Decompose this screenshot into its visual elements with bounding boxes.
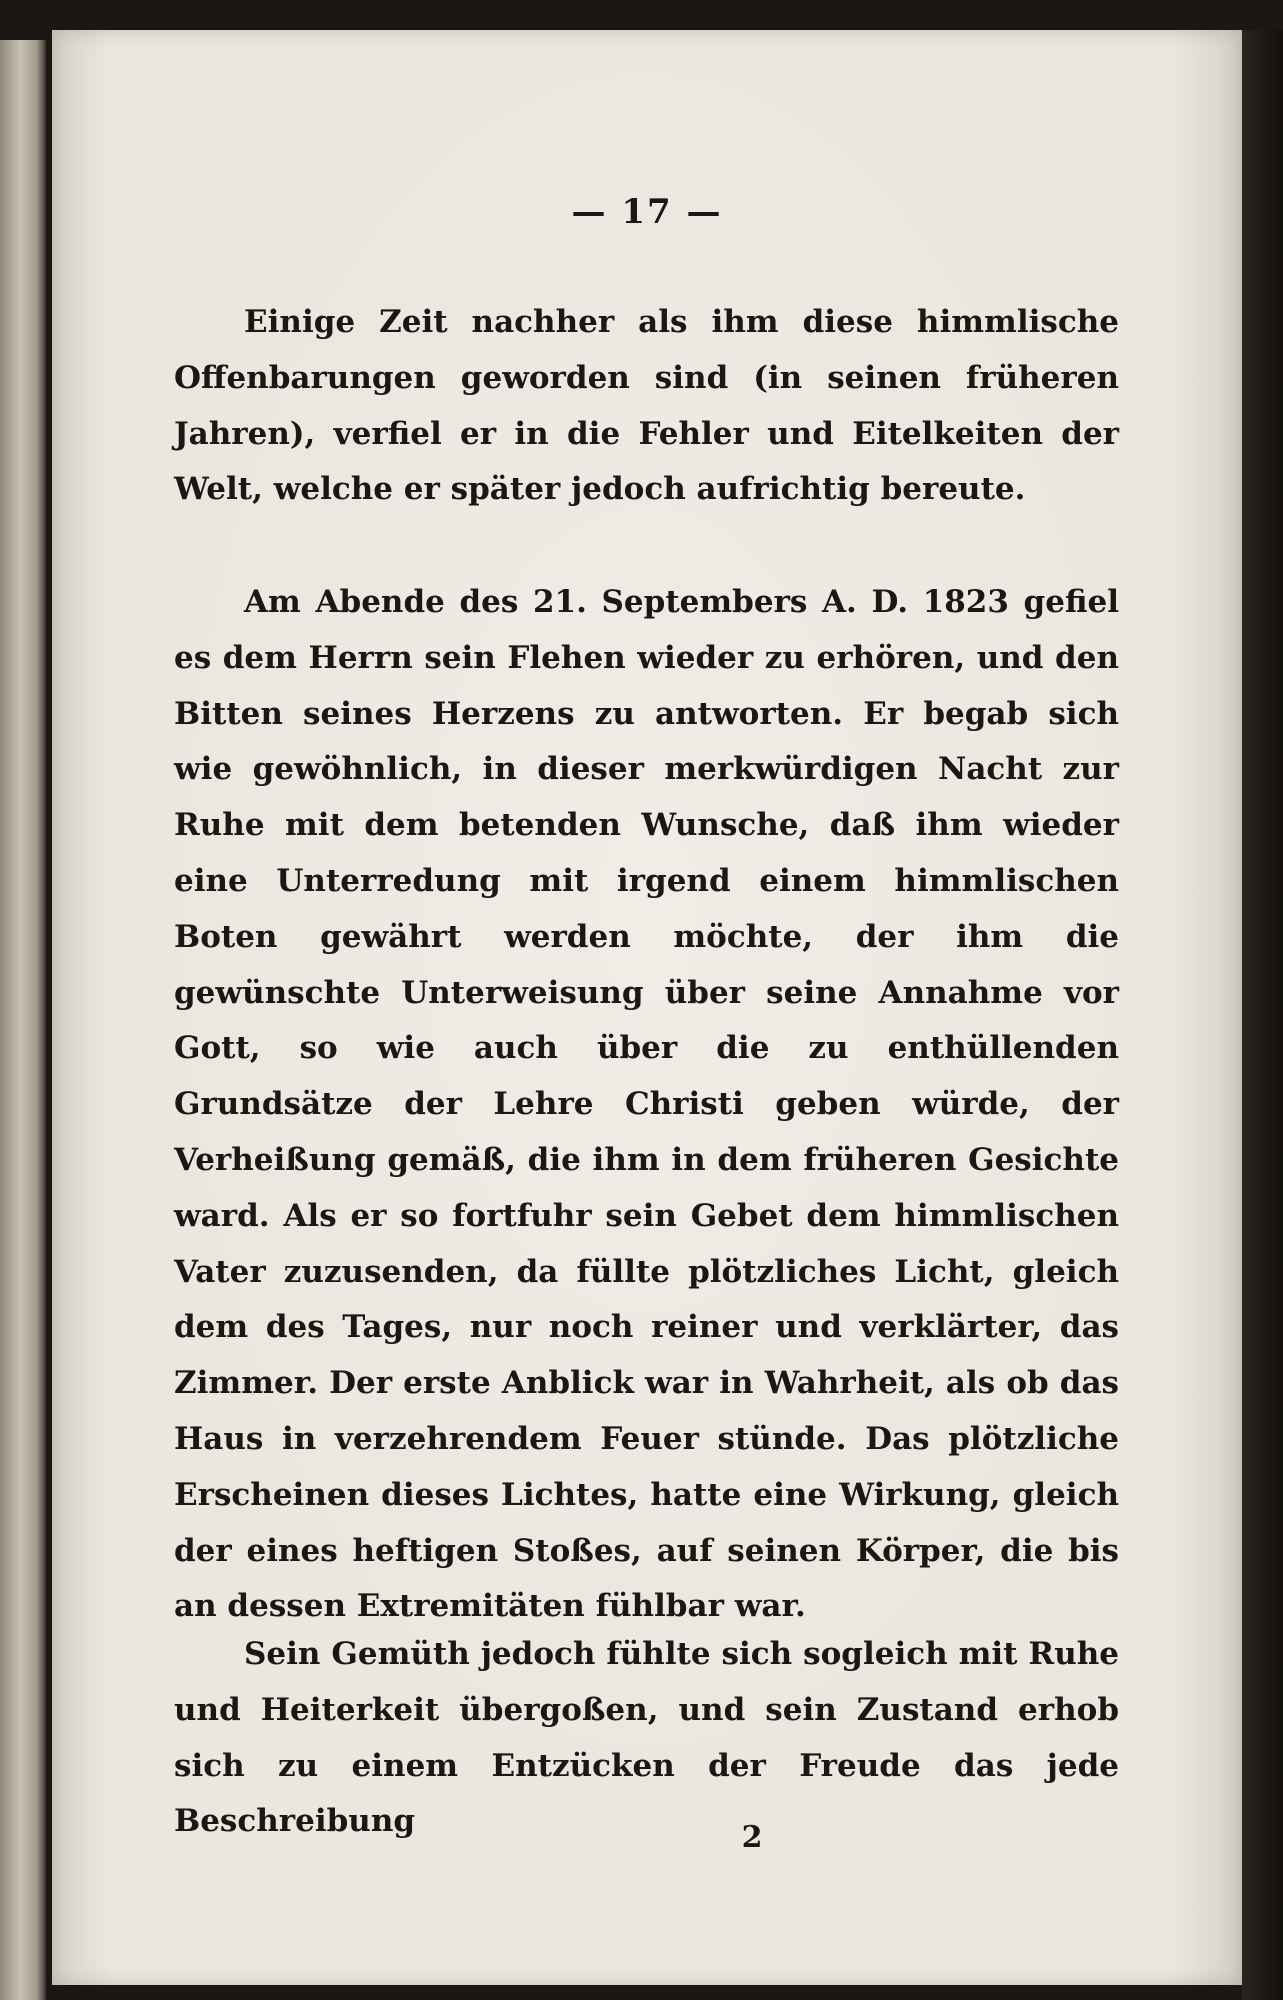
paragraph-3: Sein Gemüth jedoch fühlte sich sogleich mit Ruhe und Heiterkeit übergoßen, und sein Zustand erhob sich zu einem Entzücken der Freude das jede Beschreibung	[174, 1636, 1119, 1840]
right-page-edge	[1242, 30, 1283, 2000]
book-page	[52, 30, 1242, 1985]
page-number: — 17 —	[571, 192, 723, 232]
paragraph-2: Am Abende des 21. Septembers A. D. 1823 gefiel es dem Herrn sein Flehen wieder zu erhören, und den Bitten seines Herzens zu antworten. Er begab sich wie gewöhnlich, in dieser merkwürdigen Nacht zur Ruhe mit dem betenden Wunsche, daß ihm wieder eine Unterredung mit irgend einem himmlischen Boten gewährt werden möchte, der ihm die gewünschte Unterweisung über seine Annahme vor Gott, so wie auch über die zu enthüllenden Grundsätze der Lehre Christi geben würde, der Verheißung gemäß, die ihm in dem früheren Gesichte ward. Als er so fortfuhr sein Gebet dem himmlischen Vater zuzusenden, da füllte plötzliches Licht, gleich dem des Tages, nur noch reiner und verklärter, das Zimmer. Der erste Anblick war in Wahrheit, als ob das Haus in verzehrendem Feuer stünde. Das plötzliche Erscheinen dieses Lichtes, hatte eine Wirkung, gleich der eines heftigen Stoßes, auf seinen Körper, die bis an dessen Extremitäten fühlbar war.	[174, 584, 1119, 1625]
paragraph-1: Einige Zeit nachher als ihm diese himmlische Offenbarungen geworden sind (in seinen früheren Jahren), verfiel er in die Fehler und Eitelkeiten der Welt, welche er später jedoch aufrichtig bereute.	[174, 304, 1119, 508]
left-page-edge	[0, 40, 46, 2000]
signature-mark: 2	[741, 1820, 763, 1855]
